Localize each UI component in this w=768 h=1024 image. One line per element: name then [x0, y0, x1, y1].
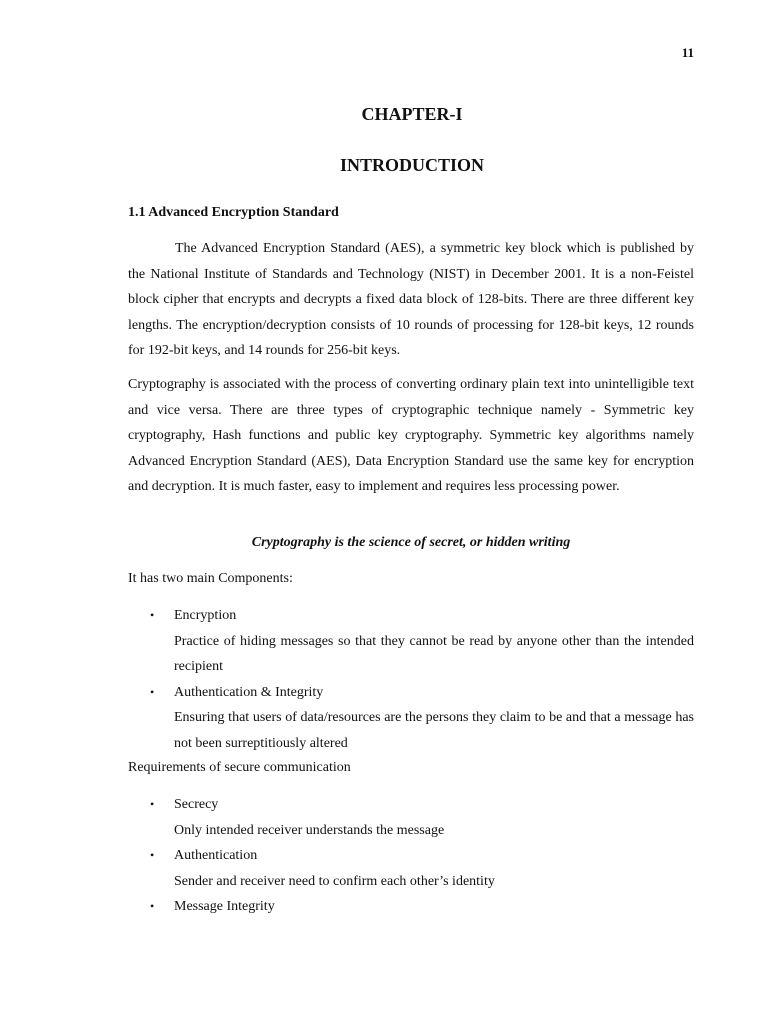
paragraph-aes: The Advanced Encryption Standard (AES), a symmetric key block which is published by the National Institute of Standards and Technology (NIST) in December 2001. It is a non-Feistel block cipher that encrypts and decrypts a fixed data block of 128-bits. There are three different key lengths. The encryption/decryption consists of 10 rounds of processing for 128-bit keys, 12 rounds for 192-bit keys, and 14 rounds for 256-bit keys. [128, 241, 694, 358]
chapter-label: CHAPTER-I [361, 104, 463, 124]
list-item [128, 894, 694, 920]
list-item-description: Practice of hiding messages so that they cannot be read by anyone other than the intended recipient [174, 633, 694, 674]
emphasis-quote: Cryptography is the science of secret, or hidden writing [251, 535, 571, 550]
list-item-description: Only intended receiver understands the message [174, 822, 445, 838]
paragraph-cryptography: Cryptography is associated with the process of converting ordinary plain text into unintelligible text and vice versa. There are three types of cryptographic technique namely - Symmetric key cryptography, Hash functions and public key cryptography. Symmetric key algorithms namely Advanced Encryption Standard (AES), Data Encryption Standard use the same key for encryption and decryption. It is much faster, easy to implement and requires less processing power. [128, 377, 694, 494]
bullet-icon: • [150, 608, 155, 622]
components-intro: It has two main Components: [128, 571, 293, 586]
list-item [128, 603, 694, 680]
list-item [128, 680, 694, 757]
components-list [128, 603, 694, 756]
list-item-term: Authentication & Integrity [174, 684, 324, 700]
requirements-list [128, 792, 694, 920]
bullet-icon: • [150, 684, 155, 699]
bullet-icon: • [150, 797, 155, 811]
chapter-title: INTRODUCTION [339, 155, 485, 175]
bullet-icon: • [150, 848, 155, 862]
list-item-term: Secrecy [174, 797, 219, 812]
list-item-description: Ensuring that users of data/resources are the persons they claim to be and that a message has not been surreptitiously altered [174, 710, 694, 751]
list-item-description: Sender and receiver need to confirm each other’s identity [174, 873, 495, 889]
requirements-intro: Requirements of secure communication [128, 760, 351, 775]
page-number: 11 [681, 45, 694, 60]
list-item-term: Authentication [174, 848, 258, 863]
list-item-term: Message Integrity [174, 899, 275, 914]
bullet-icon: • [150, 899, 155, 913]
list-item [128, 843, 694, 894]
section-heading: 1.1 Advanced Encryption Standard [128, 205, 339, 220]
list-item-term: Encryption [174, 608, 237, 623]
list-item [128, 792, 694, 843]
